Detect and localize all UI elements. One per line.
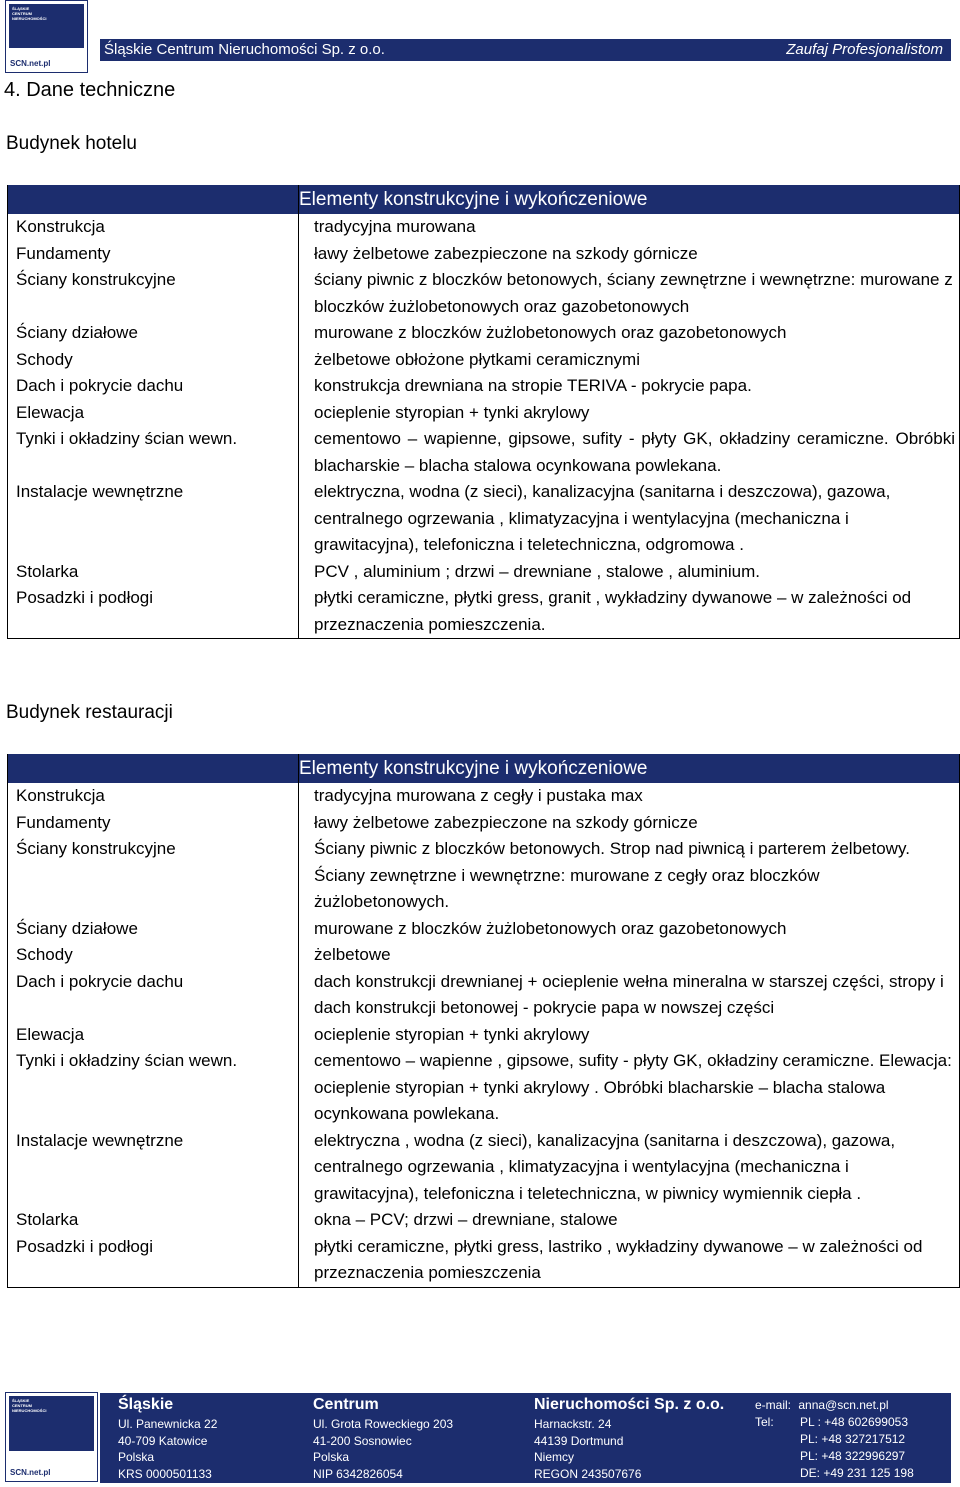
table-row [8,916,960,943]
row-label: Tynki i okładziny ścian wewn. [8,1048,299,1128]
table-row [8,836,960,916]
company-logo [5,0,88,73]
logo-brand: SCN.net.pl [10,59,51,68]
row-label: Dach i pokrycie dachu [8,969,299,1022]
table-row [8,969,960,1022]
footer-line: 41-200 Sosnowiec [313,1433,412,1448]
phone-number[interactable]: PL: +48 322996297 [800,1449,906,1463]
row-value: elektryczna , wodna (z sieci), kanalizacyjna (sanitarna i deszczowa), gazowa, centralnego ogrzewania , klimatyzacyjna i wentylacyjna (mechaniczna i grawitacyjna), telefoniczna i teletechniczna, w piwnicy wymiennik ciepła . [299,1128,960,1208]
footer-heading: Śląskie [118,1396,174,1413]
header-slogan: Zaufaj Profesjonalistom [786,41,943,58]
tel-label: Tel: [755,1415,774,1429]
table-row [8,426,960,479]
logo-box [9,1396,94,1451]
footer-contact [755,1397,914,1482]
footer-line: REGON 243507676 [534,1466,642,1481]
phone-number[interactable]: PL : +48 602699053 [800,1415,908,1429]
row-label: Instalacje wewnętrzne [8,1128,299,1208]
logo-line: ŚLĄSKIE [12,6,30,11]
restaurant-title: Budynek restauracji [6,702,173,723]
row-label: Instalacje wewnętrzne [8,479,299,559]
row-label: Ściany działowe [8,916,299,943]
row-value: dach konstrukcji drewnianej + ocieplenie wełna mineralna w starszej części, stropy i dach konstrukcji betonowej - pokrycie papa w nowszej części [299,969,960,1022]
row-label: Ściany działowe [8,320,299,347]
row-label: Schody [8,347,299,374]
row-value: PCV , aluminium ; drzwi – drewniane , stalowe , aluminium. [299,559,960,586]
header-cell-empty [8,185,299,214]
footer-heading: Nieruchomości Sp. z o.o. [534,1396,725,1413]
footer-line: Harnackstr. 24 [534,1417,612,1431]
row-label: Posadzki i podłogi [8,585,299,639]
row-label: Ściany konstrukcyjne [8,836,299,916]
row-value: ściany piwnic z bloczków betonowych, ściany zewnętrzne i wewnętrzne: murowane z bloczków żużlobetonowych oraz gazobetonowych [299,267,960,320]
table-row [8,320,960,347]
header-company-name: Śląskie Centrum Nieruchomości Sp. z o.o. [104,41,385,58]
table-row [8,810,960,837]
row-label: Ściany konstrukcyjne [8,267,299,320]
table-row [8,559,960,586]
footer-email-row [755,1397,914,1414]
row-value: murowane z bloczków żużlobetonowych oraz gazobetonowych [299,320,960,347]
footer-line: Polska [118,1450,155,1464]
row-value: Ściany piwnic z bloczków betonowych. Strop nad piwnicą i parterem żelbetowy. Ściany zewnętrzne i wewnętrzne: murowane z cegły oraz bloczków żużlobetonowych. [299,836,960,916]
header-cell: Elementy konstrukcyjne i wykończeniowe [299,754,960,783]
logo-box [9,4,84,48]
footer-line: KRS 0000501133 [118,1466,212,1481]
row-label: Stolarka [8,1207,299,1234]
table-row [8,1207,960,1234]
footer-phone-row [755,1414,914,1431]
row-label: Fundamenty [8,241,299,268]
row-label: Tynki i okładziny ścian wewn. [8,426,299,479]
table-row [8,1234,960,1288]
row-label: Elewacja [8,400,299,427]
table-row [8,942,960,969]
row-value: ocieplenie styropian + tynki akrylowy [299,400,960,427]
footer-line: NIP 6342826054 [313,1466,403,1481]
table-row [8,1048,960,1128]
header-bar [100,39,951,61]
table-row [8,1128,960,1208]
logo-line: NIERUCHOMOŚCI [12,1408,47,1413]
row-value: murowane z bloczków żużlobetonowych oraz gazobetonowych [299,916,960,943]
table-row [8,347,960,374]
header-cell: Elementy konstrukcyjne i wykończeniowe [299,185,960,214]
section-title: 4. Dane techniczne [4,79,176,101]
logo-line: CENTRUM [12,1403,32,1408]
hotel-title: Budynek hotelu [6,133,137,154]
table-row [8,479,960,559]
row-label: Schody [8,942,299,969]
phone-number[interactable]: PL: +48 327217512 [800,1432,906,1446]
table-row [8,214,960,241]
table-row [8,373,960,400]
email-label: e-mail: [755,1398,792,1412]
row-value: żelbetowe [299,942,960,969]
table-row [8,585,960,639]
row-label: Elewacja [8,1022,299,1049]
row-value: konstrukcja drewniana na stropie TERIVA - pokrycie papa. [299,373,960,400]
logo-line: NIERUCHOMOŚCI [12,16,47,21]
row-label: Fundamenty [8,810,299,837]
row-value: ławy żelbetowe zabezpieczone na szkody górnicze [299,810,960,837]
footer-heading: Centrum [313,1396,379,1413]
email-link[interactable]: anna@scn.net.pl [798,1398,889,1412]
row-label: Posadzki i podłogi [8,1234,299,1288]
row-label: Dach i pokrycie dachu [8,373,299,400]
footer-line: Polska [313,1450,350,1464]
logo-line: CENTRUM [12,11,32,16]
logo-line: ŚLĄSKIE [12,1398,30,1403]
row-label: Konstrukcja [8,783,299,810]
restaurant-table [7,754,960,1288]
row-value: ocieplenie styropian + tynki akrylowy [299,1022,960,1049]
hotel-table [7,185,960,639]
row-value: cementowo – wapienne, gipsowe, sufity - płyty GK, okładziny ceramiczne. Obróbki blacharskie – blacha stalowa ocynkowana powlekana. [299,426,960,479]
footer-col-katowice [118,1395,217,1482]
phone-number[interactable]: DE: +49 231 125 198 [800,1466,914,1480]
footer-col-sosnowiec [313,1395,453,1482]
footer-line: Ul. Grota Roweckiego 203 [313,1417,454,1431]
row-value: tradycyjna murowana [299,214,960,241]
row-value: ławy żelbetowe zabezpieczone na szkody górnicze [299,241,960,268]
row-value: tradycyjna murowana z cegły i pustaka max [299,783,960,810]
table-header-row [8,754,960,783]
header-cell-empty [8,754,299,783]
row-value: okna – PCV; drzwi – drewniane, stalowe [299,1207,960,1234]
table-row [8,783,960,810]
logo-brand: SCN.net.pl [10,1468,51,1477]
row-label: Konstrukcja [8,214,299,241]
table-row [8,241,960,268]
footer-line: Ul. Panewnicka 22 [118,1417,218,1431]
table-row [8,1022,960,1049]
footer-col-dortmund [534,1395,724,1482]
row-value: żelbetowe obłożone płytkami ceramicznymi [299,347,960,374]
table-row [8,400,960,427]
table-row [8,267,960,320]
row-value: elektryczna, wodna (z sieci), kanalizacyjna (sanitarna i deszczowa), gazowa, centralnego ogrzewania , klimatyzacyjna i wentylacyjna (mechaniczna i grawitacyjna), telefoniczna i teletechniczna, odgromowa . [299,479,960,559]
footer-logo [5,1392,98,1482]
table-header-row [8,185,960,214]
footer-line: 44139 Dortmund [534,1433,624,1448]
row-value: płytki ceramiczne, płytki gress, lastriko , wykładziny dywanowe – w zależności od przeznaczenia pomieszczenia [299,1234,960,1288]
footer-line: 40-709 Katowice [118,1433,208,1448]
footer-line: Niemcy [534,1450,575,1464]
row-value: cementowo – wapienne , gipsowe, sufity - płyty GK, okładziny ceramiczne. Elewacja: ocieplenie styropian + tynki akrylowy . Obróbki blacharskie – blacha stalowa ocynkowana powlekana. [299,1048,960,1128]
footer [100,1393,951,1483]
row-label: Stolarka [8,559,299,586]
row-value: płytki ceramiczne, płytki gress, granit , wykładziny dywanowe – w zależności od przeznaczenia pomieszczenia. [299,585,960,639]
